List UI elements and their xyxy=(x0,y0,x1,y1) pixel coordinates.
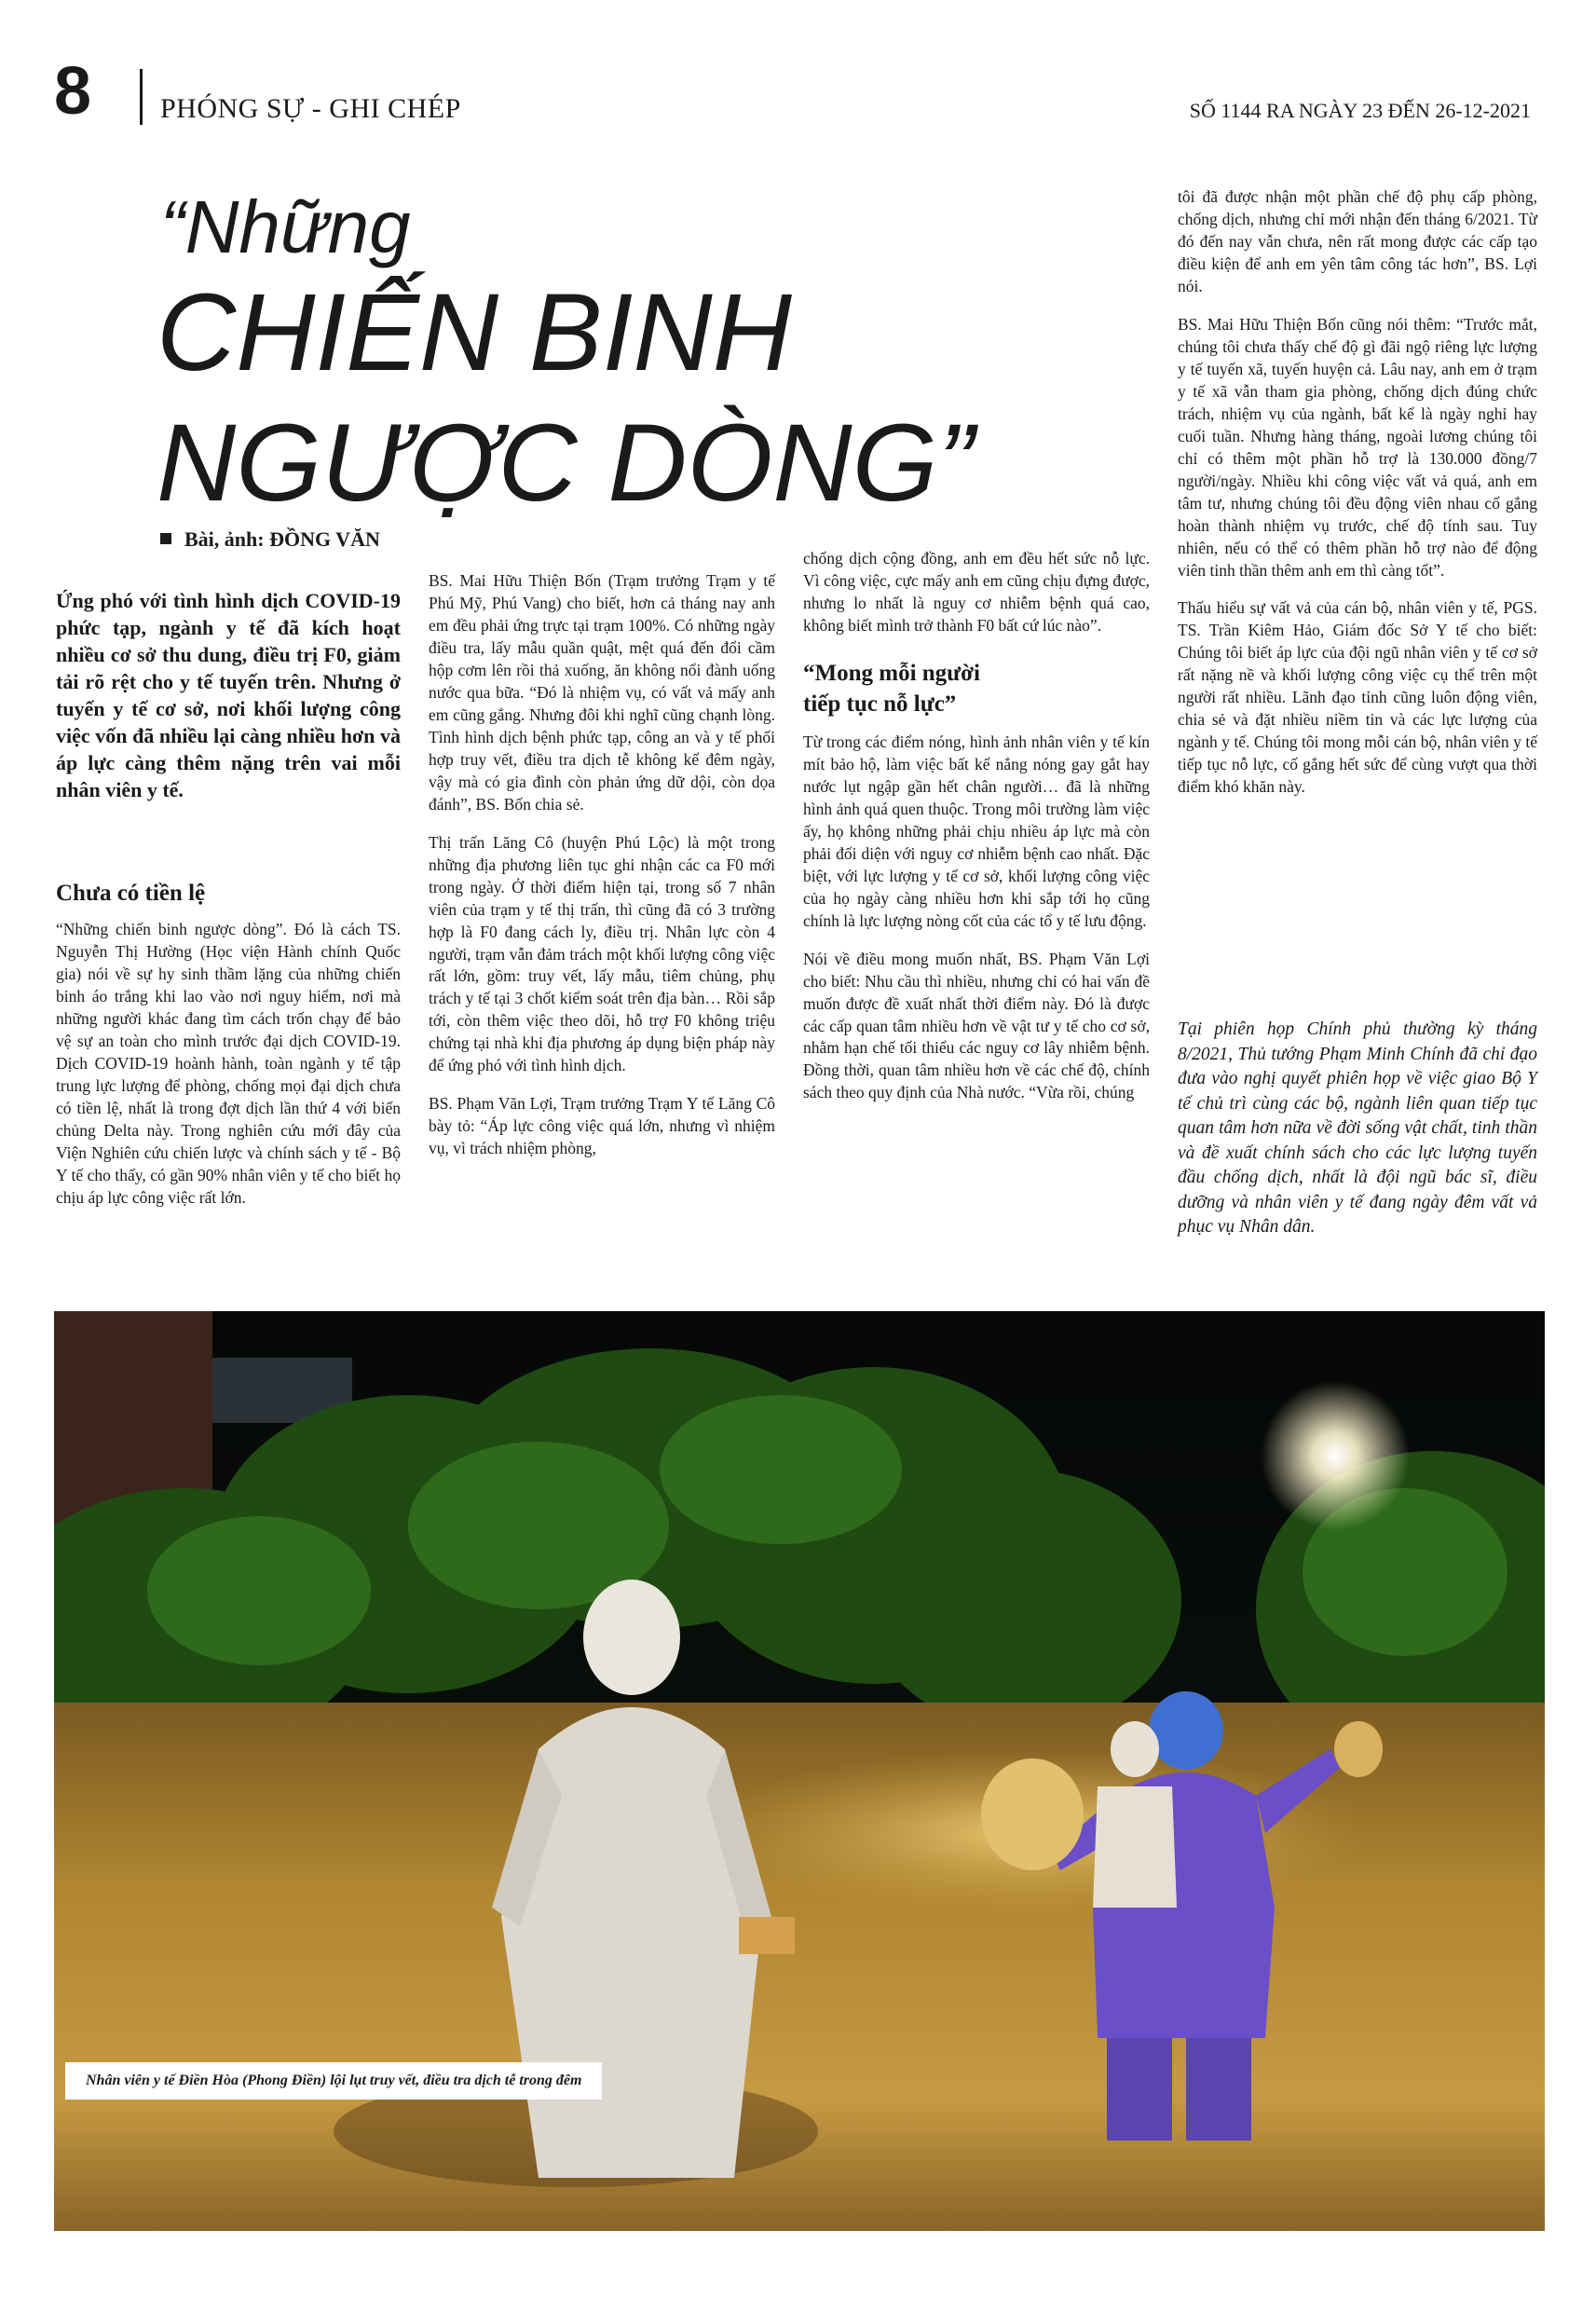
section-title: PHÓNG SỰ - GHI CHÉP xyxy=(160,93,461,124)
highlight-note xyxy=(1178,1018,1537,1256)
paragraph: Thấu hiểu sự vất vả của cán bộ, nhân viên y tế, PGS. TS. Trần Kiêm Hảo, Giám đốc Sở Y tế cho biết: Chúng tôi biết áp lực của đội ngũ nhân viên y tế cơ sở rất nặng nề và khối lượng công việc cụ thể trên một người rất nhiều. Lãnh đạo tỉnh cũng luôn động viên, chia sẻ và đặt nhiều niềm tin và các lực lượng của ngành y tế. Chúng tôi mong mỗi cán bộ, nhân viên y tế tiếp tục nỗ lực, cố gắng hết sức để cùng vượt qua thời điểm khó khăn này. xyxy=(1178,598,1537,797)
paragraph: Từ trong các điểm nóng, hình ảnh nhân viên y tế kín mít bảo hộ, làm việc bất kể nắng nóng gay gắt hay nước lụt ngập gần hết chân người… đã là những hình ảnh quá quen thuộc. Trong môi trường làm việc ấy, họ không những phải chịu nhiều áp lực mà còn phải đối diện với nguy cơ nhiễm bệnh cao nhất. Đặc biệt, với lực lượng y tế cơ sở, khối lượng công việc của họ ngày càng nhiều hơn khi sắp tới họ cũng chính là lực lượng nòng cốt của các tổ y tế lưu động. xyxy=(803,732,1150,930)
issue-info: SỐ 1144 RA NGÀY 23 ĐẾN 26-12-2021 xyxy=(1189,99,1531,122)
subheading-2-line-2: tiếp tục nỗ lực” xyxy=(803,691,957,717)
column-2 xyxy=(429,570,775,1176)
headline-line-2: CHIẾN BINH xyxy=(157,271,792,394)
paragraph: tôi đã được nhận một phần chế độ phụ cấp phòng, chống dịch, nhưng chỉ mới nhận đến tháng 6/2021. Từ đó đến nay vẫn chưa, nên rất mong được các cấp tạo điều kiện để anh em yên tâm công tác hơn”, BS. Lợi nói. xyxy=(1178,187,1537,295)
column-3 xyxy=(803,548,1150,1120)
paragraph: Nói về điều mong muốn nhất, BS. Phạm Văn Lợi cho biết: Nhu cầu thì nhiều, nhưng chỉ có hai vấn đề muốn được đề xuất nhất thời điểm này. Đó là được các cấp quan tâm nhiều hơn về vật tư y tế cho cơ sở, nhằm hạn chế tối thiểu các nguy cơ lây nhiễm bệnh. Đồng thời, quan tâm nhiều hơn về các chế độ, chính sách theo quy định của Nhà nước. “Vừa rồi, chúng xyxy=(803,949,1150,1102)
paragraph: BS. Mai Hữu Thiện Bốn (Trạm trưởng Trạm y tế Phú Mỹ, Phú Vang) cho biết, hơn cả tháng nay anh em đều phải ứng trực tại trạm 100%. Có những ngày điều tra, lấy mẫu quần quật, mệt quá đến đổi cầm hộp cơm lên rồi thả xuống, ăn không nổi đành uống nước qua bữa. “Đó là nhiệm vụ, có vất vả mấy anh em cũng gắng. Nhưng đôi khi nghĩ cũng chạnh lòng. Tình hình dịch bệnh phức tạp, công an và y tế phối hợp truy vết, điều tra dịch tễ không kể đêm ngày, vậy mà có gia đình còn phản ứng dữ dội, còn dọa đánh”, BS. Bốn chia sẻ. xyxy=(429,571,775,814)
paragraph: Thị trấn Lăng Cô (huyện Phú Lộc) là một trong những địa phương liên tục ghi nhận các ca F0 mới trong ngày. Ở thời điểm hiện tại, trong số 7 nhân viên của trạm y tế thị trấn, thì cũng đã có 3 trường hợp là F0 đang cách ly, điều trị. Nhân lực còn 4 người, trạm vẫn đảm trách một khối lượng công việc rất lớn, gồm: truy vết, lấy mẫu, tiêm chủng, phụ trách y tế tại 3 chốt kiểm soát trên địa bàn… Rồi sắp tới, còn thêm việc theo dõi, hỗ trợ F0 không triệu chứng tại nhà khi địa phương áp dụng biện pháp này để ứng phó với tình hình dịch. xyxy=(429,832,775,1075)
headline-line-1: “Những xyxy=(160,185,411,268)
headline-line-3: NGƯỢC DÒNG” xyxy=(157,402,975,525)
photo-caption: Nhân viên y tế Điền Hòa (Phong Điền) lội lụt truy vết, điều tra dịch tễ trong đêm xyxy=(65,2062,602,2100)
header-divider xyxy=(140,69,143,125)
subheading-2 xyxy=(803,658,1150,719)
column-4 xyxy=(1178,186,1537,814)
page-number: 8 xyxy=(54,54,92,129)
bullet-square-icon xyxy=(160,533,171,544)
byline xyxy=(160,527,380,552)
column-1 xyxy=(56,878,401,1225)
paragraph: “Những chiến binh ngược dòng”. Đó là cách TS. Nguyễn Thị Hường (Học viện Hành chính Quốc gia) nói về sự hy sinh thầm lặng của những chiến binh áo trắng khi lao vào nơi nguy hiểm, nơi mà những người khác đang tìm cách trốn chạy để bảo vệ sự an toàn cho mình trước đại dịch COVID-19. Dịch COVID-19 hoành hành, toàn ngành y tế tập trung lực lượng để phòng, chống mọi đại dịch chưa có tiền lệ, nhất là trong đợt dịch lần thứ 4 với biến chủng Delta này. Trong nghiên cứu mới đây của Viện Nghiên cứu chiến lược và chính sách y tế - Bộ Y tế cho thấy, có gần 90% nhân viên y tế cho biết họ chịu áp lực công việc rất lớn. xyxy=(56,920,401,1207)
byline-text: Bài, ảnh: ĐỒNG VĂN xyxy=(184,527,380,551)
subheading-2-line-1: “Mong mỗi người xyxy=(803,660,980,686)
note-text: Tại phiên họp Chính phủ thường kỳ tháng 8/2021, Thủ tướng Phạm Minh Chính đã chỉ đạo đưa vào nghị quyết phiên họp về việc giao Bộ Y tế chủ trì cùng các bộ, ngành liên quan tiếp tục quan tâm hơn nữa về đời sống vật chất, tinh thần và đề xuất chính sách cho các lực lượng tuyến đầu chống dịch, nhất là đội ngũ bác sĩ, điều dưỡng và nhân viên y tế đang ngày đêm vất vả phục vụ Nhân dân. xyxy=(1178,1019,1537,1238)
paragraph: chống dịch cộng đồng, anh em đều hết sức nỗ lực. Vì công việc, cực mấy anh em cũng chịu đựng được, nhưng lo nhất là nguy cơ nhiễm bệnh quá cao, không biết mình trở thành F0 bất cứ lúc nào”. xyxy=(803,549,1150,635)
subheading-1: Chưa có tiền lệ xyxy=(56,881,206,906)
lead-paragraph: Ứng phó với tình hình dịch COVID-19 phức tạp, ngành y tế đã kích hoạt nhiều cơ sở thu dung, điều trị F0, giảm tải rõ rệt cho y tế tuyến trên. Nhưng ở tuyến y tế cơ sở, nơi khối lượng công việc vốn đã nhiều lại càng nhiều hơn và áp lực càng thêm nặng trên vai mỗi nhân viên y tế. xyxy=(56,589,401,802)
paragraph: BS. Mai Hữu Thiện Bốn cũng nói thêm: “Trước mắt, chúng tôi chưa thấy chế độ gì đãi ngộ riêng lực lượng y tế tuyến xã, tuyến huyện cả. Lâu nay, anh em ở trạm y tế xã vẫn tham gia phòng, chống dịch đúng chức trách, nhiệm vụ của ngành, bất kể là ngày nghỉ hay cuối tuần. Nhưng hàng tháng, ngoài lương chúng tôi chỉ có thêm một phần hỗ trợ là 130.000 đồng/7 người/ngày. Nhiều khi công việc vất vả quá, anh em tâm tư, nhưng chúng tôi đều động viên nhau cố gắng hoàn thành nhiệm vụ trước, chế độ tính sau. Tuy nhiên, nếu có thể có thêm phần hỗ trợ nào để động viên tinh thần thêm anh em thì càng tốt”. xyxy=(1178,314,1537,580)
paragraph: BS. Phạm Văn Lợi, Trạm trưởng Trạm Y tế Lăng Cô bày tỏ: “Áp lực công việc quá lớn, nhưng vì nhiệm vụ, vì trách nhiệm phòng, xyxy=(429,1094,775,1158)
